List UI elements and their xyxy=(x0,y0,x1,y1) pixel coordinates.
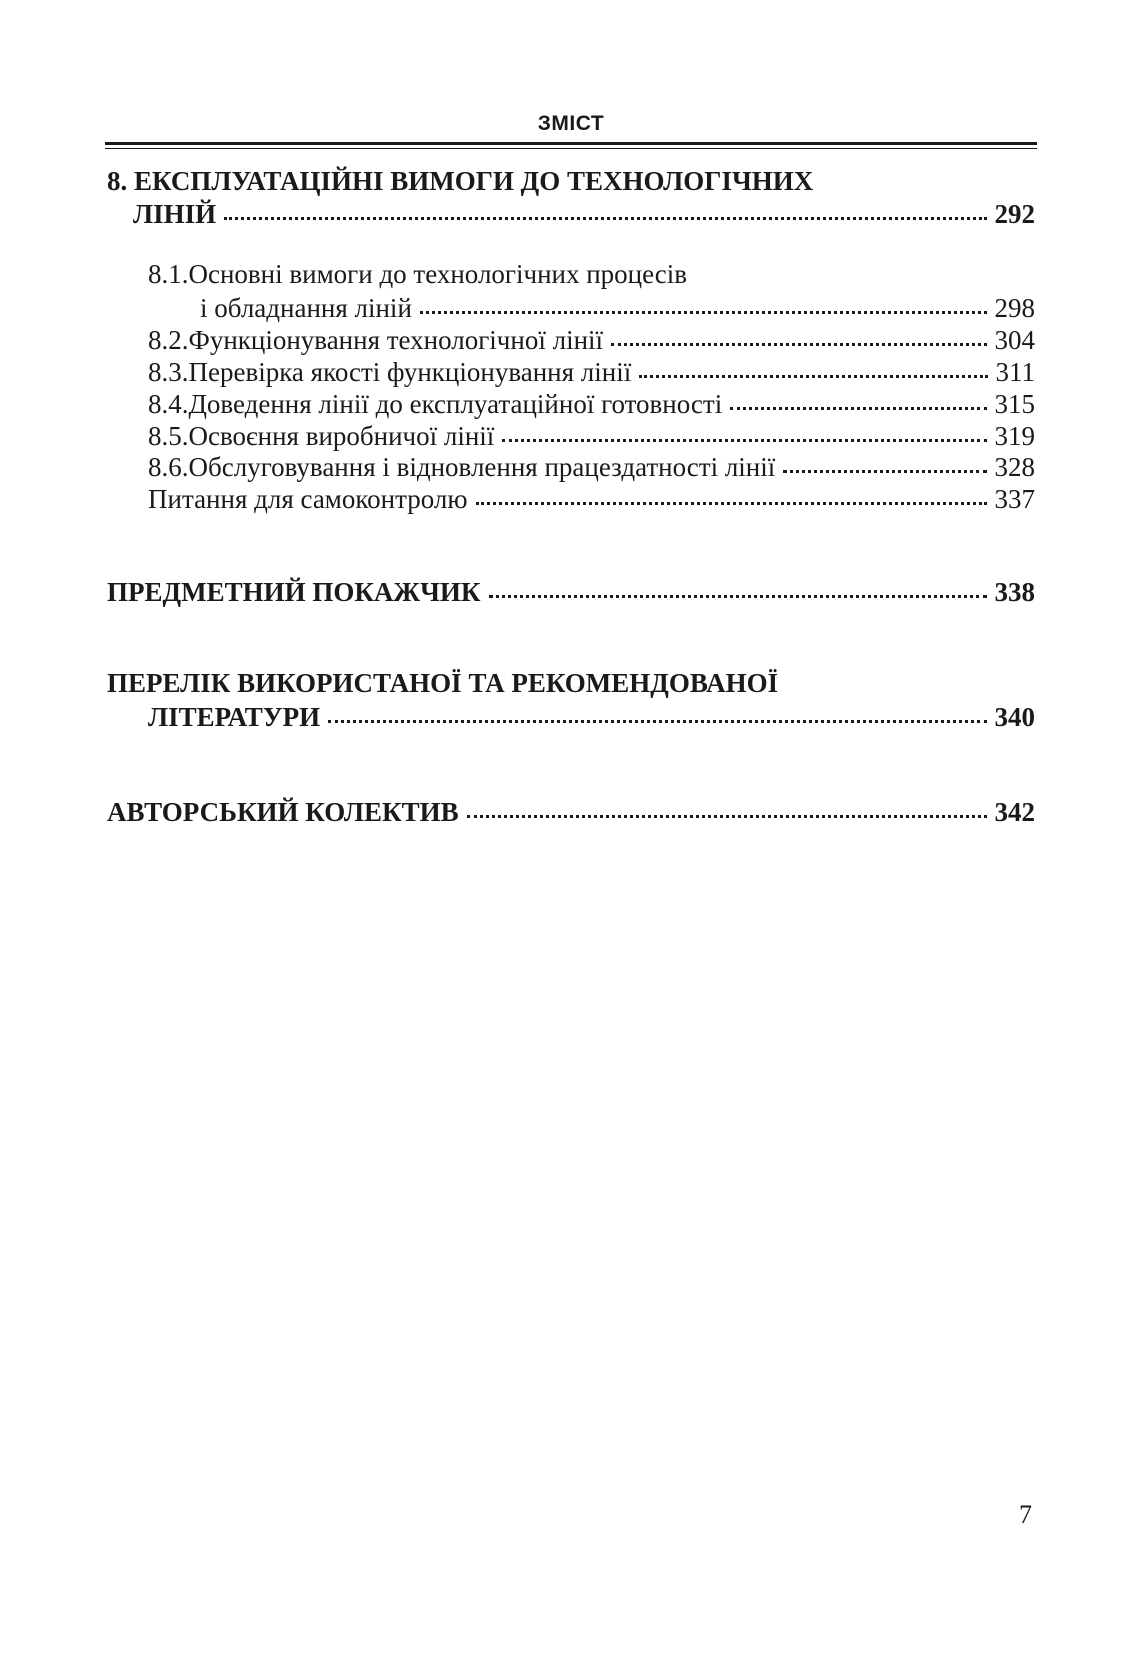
dot-leader xyxy=(420,290,987,317)
toc-section-8-3[interactable] xyxy=(148,354,1035,388)
toc-references-page: 340 xyxy=(994,702,1035,732)
toc-authors[interactable] xyxy=(107,794,1035,828)
toc-authors-title: АВТОРСЬКИЙ КОЛЕКТИВ xyxy=(107,797,459,827)
toc-section-8-1-title: Основні вимоги до технологічних процесів xyxy=(188,259,688,289)
dot-leader xyxy=(328,699,986,726)
toc-section-8-4-number: 8.4. xyxy=(148,389,189,419)
toc-section-8-6-number: 8.6. xyxy=(148,452,189,482)
toc-chapter-8-title: 8. ЕКСПЛУАТАЦІЙНІ ВИМОГИ ДО ТЕХНОЛОГІЧНИХ xyxy=(107,166,814,196)
toc-section-8-4-title: Доведення лінії до експлуатаційної готовності xyxy=(188,389,723,419)
toc-chapter-8-title-cont: ЛІНІЙ xyxy=(133,199,217,229)
toc-section-8-6-page: 328 xyxy=(994,452,1035,482)
toc-section-8-2-number: 8.2. xyxy=(148,325,189,355)
dot-leader xyxy=(730,386,986,413)
toc-section-8-5-title: Освоєння виробничої лінії xyxy=(188,421,495,451)
toc-section-8-1-line2[interactable] xyxy=(200,290,1035,324)
toc-references-line2[interactable] xyxy=(148,699,1035,733)
header-rule-thin xyxy=(105,148,1037,149)
toc-section-8-1-line1[interactable] xyxy=(148,259,1035,293)
dot-leader xyxy=(502,418,986,445)
toc-section-8-3-page: 311 xyxy=(995,357,1035,387)
toc-chapter-8-page: 292 xyxy=(994,199,1035,229)
toc-questions-title: Питання для самоконтролю xyxy=(148,484,468,514)
dot-leader xyxy=(467,794,987,821)
toc-section-8-2-title: Функціонування технологічної лінії xyxy=(188,325,604,355)
toc-section-8-5[interactable] xyxy=(148,418,1035,452)
toc-chapter-8-line2[interactable] xyxy=(133,196,1035,230)
toc-section-8-1-number: 8.1. xyxy=(148,259,189,289)
toc-references-line1[interactable] xyxy=(107,668,1035,702)
dot-leader xyxy=(611,322,986,349)
toc-questions[interactable] xyxy=(148,481,1035,515)
header-rule-thick xyxy=(105,142,1037,145)
toc-references-title: ПЕРЕЛІК ВИКОРИСТАНОЇ ТА РЕКОМЕНДОВАНОЇ xyxy=(107,668,779,698)
toc-section-8-3-title: Перевірка якості функціонування лінії xyxy=(188,357,632,387)
page-number: 7 xyxy=(1019,1500,1032,1529)
toc-section-8-2[interactable] xyxy=(148,322,1035,356)
dot-leader xyxy=(224,196,986,223)
toc-section-8-2-page: 304 xyxy=(994,325,1035,355)
toc-section-8-6-title: Обслуговування і відновлення працездатності лінії xyxy=(188,452,776,482)
dot-leader xyxy=(489,574,987,601)
toc-chapter-8-line1[interactable] xyxy=(107,166,1035,200)
toc-subject-index[interactable] xyxy=(107,574,1035,608)
toc-section-8-1-page: 298 xyxy=(994,293,1035,323)
toc-section-8-5-page: 319 xyxy=(994,421,1035,451)
toc-authors-page: 342 xyxy=(994,797,1035,827)
toc-section-8-6[interactable] xyxy=(148,449,1035,483)
running-head: ЗМІСТ xyxy=(537,112,605,135)
toc-section-8-4[interactable] xyxy=(148,386,1035,420)
toc-questions-page: 337 xyxy=(994,484,1035,514)
toc-subject-index-page: 338 xyxy=(994,577,1035,607)
toc-section-8-1-title-cont: і обладнання ліній xyxy=(200,293,412,323)
toc-section-8-4-page: 315 xyxy=(994,389,1035,419)
dot-leader xyxy=(476,481,987,508)
dot-leader xyxy=(783,449,986,476)
toc-section-8-5-number: 8.5. xyxy=(148,421,189,451)
toc-references-title-cont: ЛІТЕРАТУРИ xyxy=(148,702,321,732)
dot-leader xyxy=(639,354,987,381)
toc-subject-index-title: ПРЕДМЕТНИЙ ПОКАЖЧИК xyxy=(107,577,481,607)
toc-section-8-3-number: 8.3. xyxy=(148,357,189,387)
